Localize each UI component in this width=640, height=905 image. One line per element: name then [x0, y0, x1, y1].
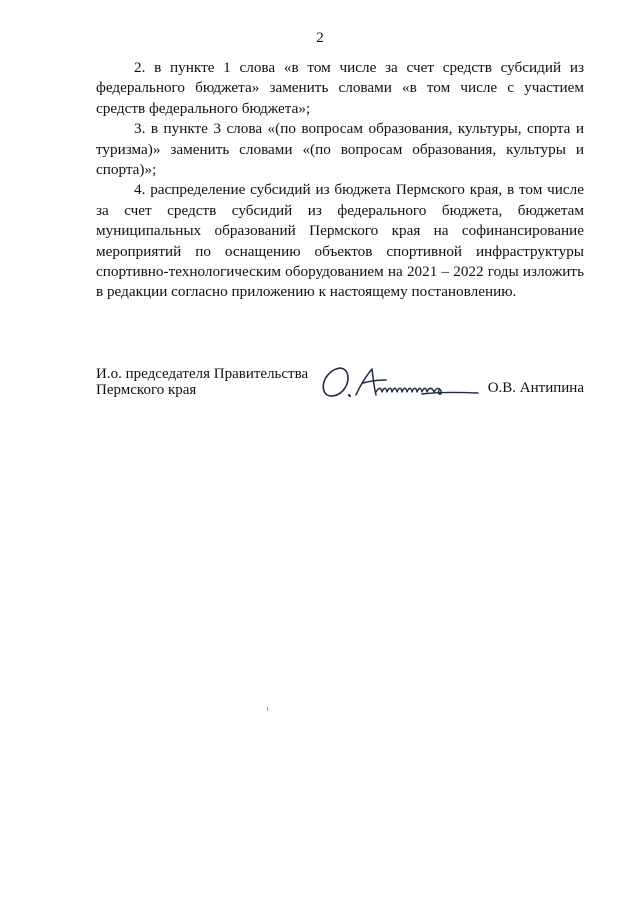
signature-stroke-dot — [349, 395, 350, 396]
paragraph-item-3: 3. в пункте 3 слова «(по вопросам образования, культуры, спорта и туризма)» заменить словами «(по вопросам образования, культуры и спорта)»; — [96, 120, 584, 179]
signer-name: О.В. Антипина — [487, 380, 584, 396]
handwritten-signature — [318, 362, 488, 402]
paragraph-item-4: 4. распределение субсидий из бюджета Пермского края, в том числе за счет средств субсидий из федерального бюджета, бюджетам муниципальных образований Пермского края на софинансирование мероприятий по оснащению объектов спортивной инфраструктуры спортивно-технологическим оборудованием на 2021 – 2022 годы изложить в редакции согласно приложению к настоящему постановлению. — [96, 181, 584, 301]
signer-position-line-1: И.о. председателя Правительства — [96, 366, 309, 382]
page-number: 2 — [316, 30, 324, 46]
scan-speck — [267, 707, 268, 711]
signature-underline — [422, 392, 478, 394]
document-body — [96, 58, 584, 303]
signature-stroke-o — [323, 368, 348, 396]
paragraph-item-2: 2. в пункте 1 слова «в том числе за счет средств субсидий из федерального бюджета» заменить словами «в том числе с участием средств федерального бюджета»; — [96, 59, 584, 117]
signer-position-line-2: Пермского края — [96, 382, 197, 398]
signer-position — [96, 366, 326, 398]
signature-block — [96, 366, 584, 414]
